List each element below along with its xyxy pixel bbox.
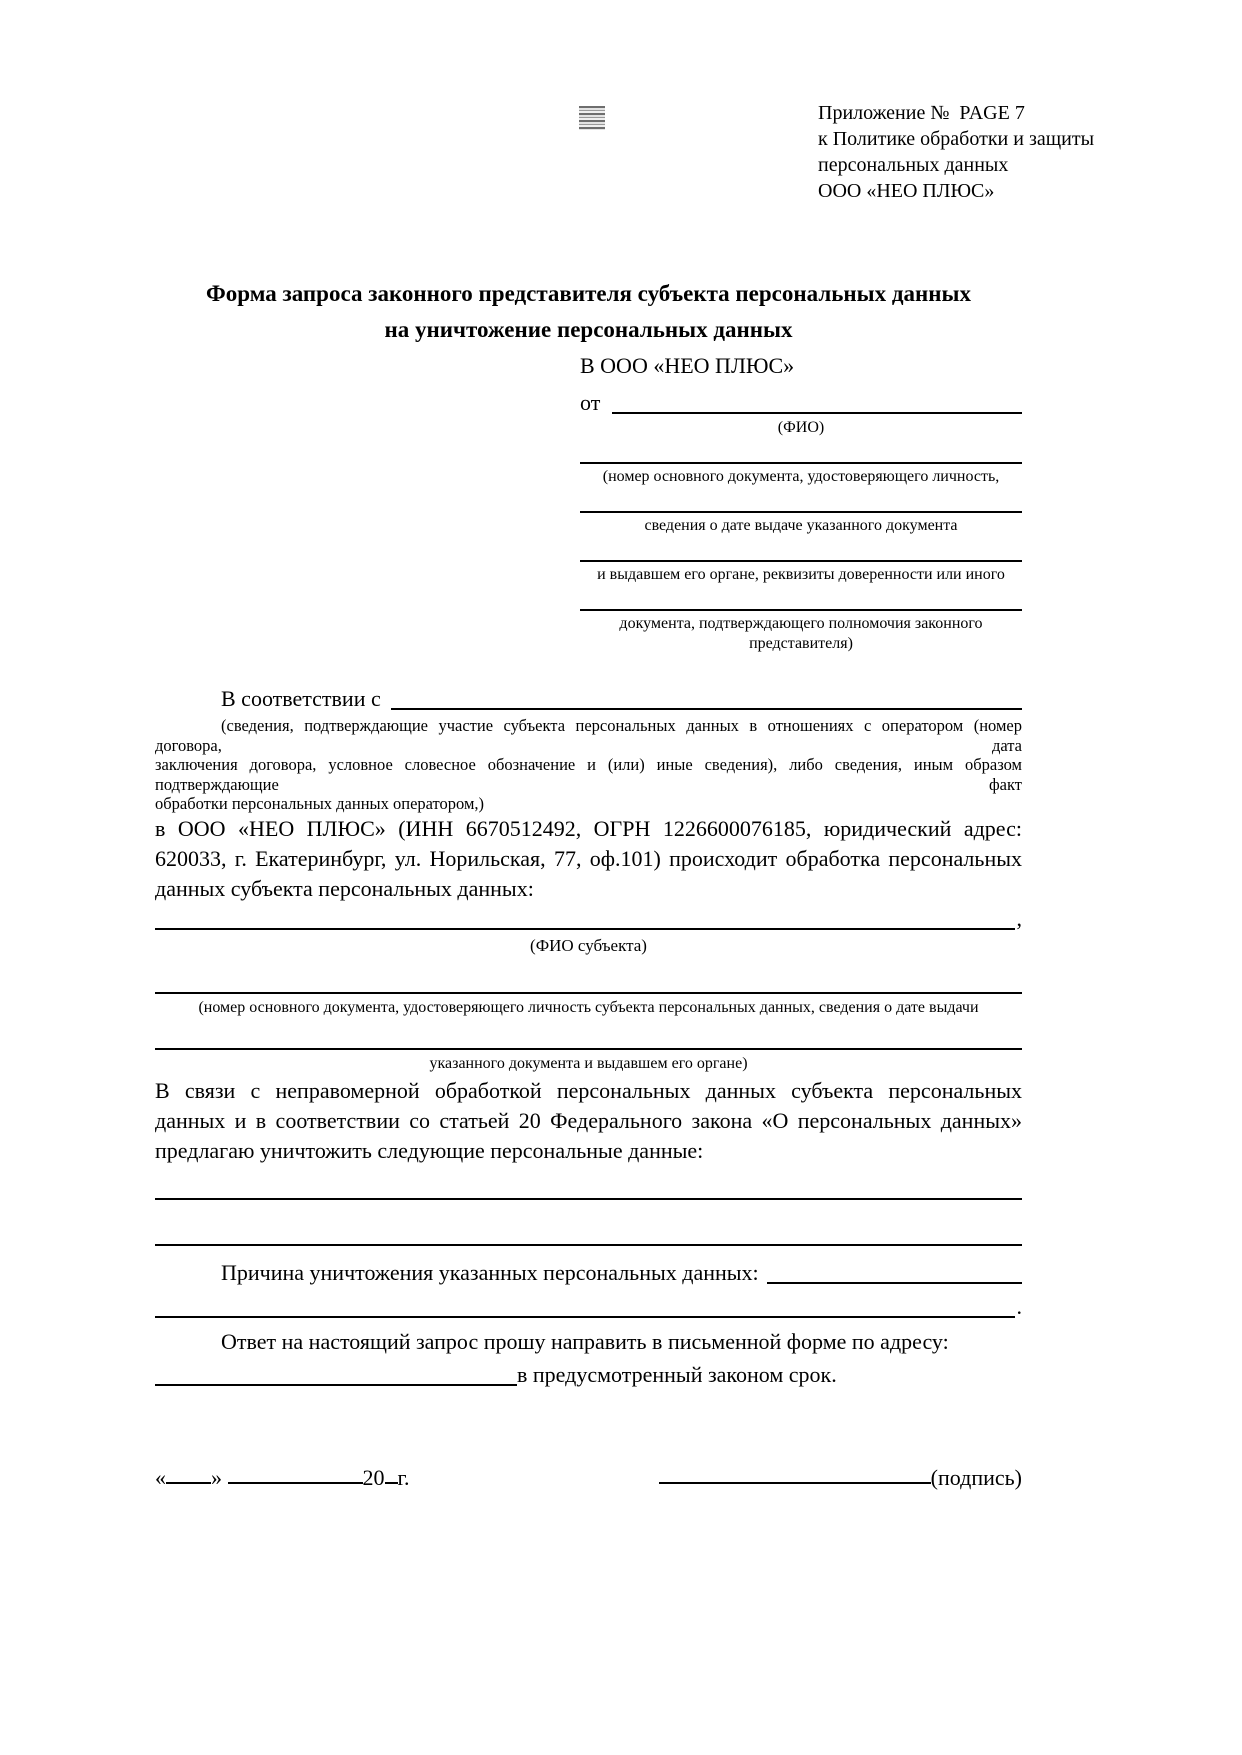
issuing-authority-blank-field bbox=[580, 536, 1022, 562]
from-row bbox=[580, 382, 1022, 418]
year-blank-field bbox=[385, 1462, 398, 1485]
fio-caption: (ФИО) bbox=[777, 419, 825, 436]
paragraph-line: предлагаю уничтожить следующие персональные данные: bbox=[155, 1137, 704, 1163]
year-suffix: г. bbox=[397, 1464, 410, 1490]
field-code-artifact-icon bbox=[579, 106, 605, 130]
year-prefix: 20 bbox=[362, 1464, 385, 1490]
subject-document-caption-1: (номер основного документа, удостоверяющего личность субъекта персональных данных, сведения о дате выдачи bbox=[198, 998, 979, 1016]
paragraph-line: заключения договора, условное словесное обозначение и (или) иные сведения), либо сведения, иным образом подтверждающие факт bbox=[155, 755, 1022, 794]
month-blank-field bbox=[228, 1462, 363, 1485]
open-quote: « bbox=[155, 1464, 166, 1490]
page-header bbox=[155, 100, 1095, 206]
reply-address-blank-field bbox=[155, 1384, 517, 1386]
paragraph-line: данных и в соответствии со статьей 20 Федерального закона «О персональных данных» bbox=[155, 1107, 1022, 1133]
date-group bbox=[155, 1462, 410, 1493]
addressee-caption-1: (номер основного документа, удостоверяющего личность, bbox=[602, 468, 1000, 485]
signature-row bbox=[155, 1462, 1022, 1493]
appendix-block bbox=[818, 100, 1095, 204]
destruction-reason-row bbox=[155, 1248, 1022, 1288]
reply-tail-text: в предусмотренный законом срок. bbox=[517, 1361, 837, 1387]
fio-blank-field bbox=[612, 412, 1022, 414]
unlawful-processing-paragraph bbox=[155, 1076, 1022, 1166]
signature-caption: (подпись) bbox=[930, 1464, 1022, 1490]
in-accordance-row bbox=[155, 680, 1022, 714]
day-blank-field bbox=[166, 1462, 211, 1485]
trailing-period: . bbox=[1016, 1293, 1022, 1319]
appendix-line-4: ООО «НЕО ПЛЮС» bbox=[818, 180, 995, 202]
close-quote: » bbox=[211, 1464, 222, 1490]
subject-document-caption-2: указанного документа и выдавшем его органе) bbox=[429, 1054, 748, 1072]
appendix-line-3: персональных данных bbox=[818, 154, 1009, 176]
addressee-caption-2: сведения о дате выдаче указанного документа bbox=[644, 517, 958, 534]
addressee-caption-4: документа, подтверждающего полномочия законного представителя) bbox=[619, 615, 983, 652]
paragraph-line: обработки персональных данных оператором,) bbox=[155, 794, 485, 813]
relationship-details-blank-field bbox=[391, 708, 1022, 710]
destruction-reason-blank-field-2 bbox=[155, 1316, 1015, 1318]
paragraph-line: 620033, г. Екатеринбург, ул. Норильская, 77, оф.101) происходит обработка персональных bbox=[155, 845, 1022, 871]
signature-group bbox=[659, 1462, 1022, 1493]
appendix-line-2: к Политике обработки и защиты bbox=[818, 128, 1095, 150]
reply-address-row bbox=[155, 1358, 1022, 1390]
subject-document-blank-field bbox=[155, 964, 1022, 994]
addressee-block bbox=[580, 350, 1022, 654]
reply-request-paragraph: Ответ на настоящий запрос прошу направить в письменной форме по адресу: bbox=[221, 1328, 949, 1354]
destruction-reason-blank-field bbox=[767, 1282, 1022, 1284]
paragraph-line: (сведения, подтверждающие участие субъекта персональных данных в отношениях с оператором (номер договора, дата bbox=[155, 716, 1022, 755]
document-title bbox=[155, 276, 1022, 348]
appendix-line-1: Приложение № PAGE 7 bbox=[818, 102, 1025, 124]
addressee-caption-3: и выдавшем его органе, реквизиты доверенности или иного bbox=[597, 566, 1005, 583]
operator-paragraph bbox=[155, 814, 1022, 904]
title-line-1: Форма запроса законного представителя субъекта персональных данных bbox=[206, 281, 971, 306]
destruction-reason-label: Причина уничтожения указанных персональных данных: bbox=[221, 1259, 759, 1285]
destruction-reason-continuation-row bbox=[155, 1288, 1022, 1322]
power-of-attorney-blank-field bbox=[580, 585, 1022, 611]
document-number-blank-field bbox=[580, 438, 1022, 464]
subject-fio-row bbox=[155, 904, 1022, 934]
data-to-destroy-blank-field-1 bbox=[155, 1166, 1022, 1200]
paragraph-line: в ООО «НЕО ПЛЮС» (ИНН 6670512492, ОГРН 1226600076185, юридический адрес: bbox=[155, 815, 1022, 841]
title-line-2: на уничтожение персональных данных bbox=[384, 317, 793, 342]
from-label: от bbox=[580, 390, 601, 415]
paragraph-line: данных субъекта персональных данных: bbox=[155, 875, 534, 901]
signature-blank-field bbox=[659, 1462, 931, 1485]
addressee-company: В ООО «НЕО ПЛЮС» bbox=[580, 353, 795, 378]
subject-document-authority-blank-field bbox=[155, 1020, 1022, 1050]
trailing-comma: , bbox=[1016, 905, 1022, 931]
subject-fio-caption: (ФИО субъекта) bbox=[530, 935, 647, 955]
in-accordance-label: В соответствии с bbox=[221, 686, 381, 711]
paragraph-line: В связи с неправомерной обработкой персональных данных субъекта персональных bbox=[155, 1077, 1022, 1103]
issue-date-blank-field bbox=[580, 487, 1022, 513]
subject-fio-blank-field bbox=[155, 928, 1015, 930]
data-to-destroy-blank-field-2 bbox=[155, 1200, 1022, 1246]
relationship-note bbox=[155, 716, 1022, 814]
